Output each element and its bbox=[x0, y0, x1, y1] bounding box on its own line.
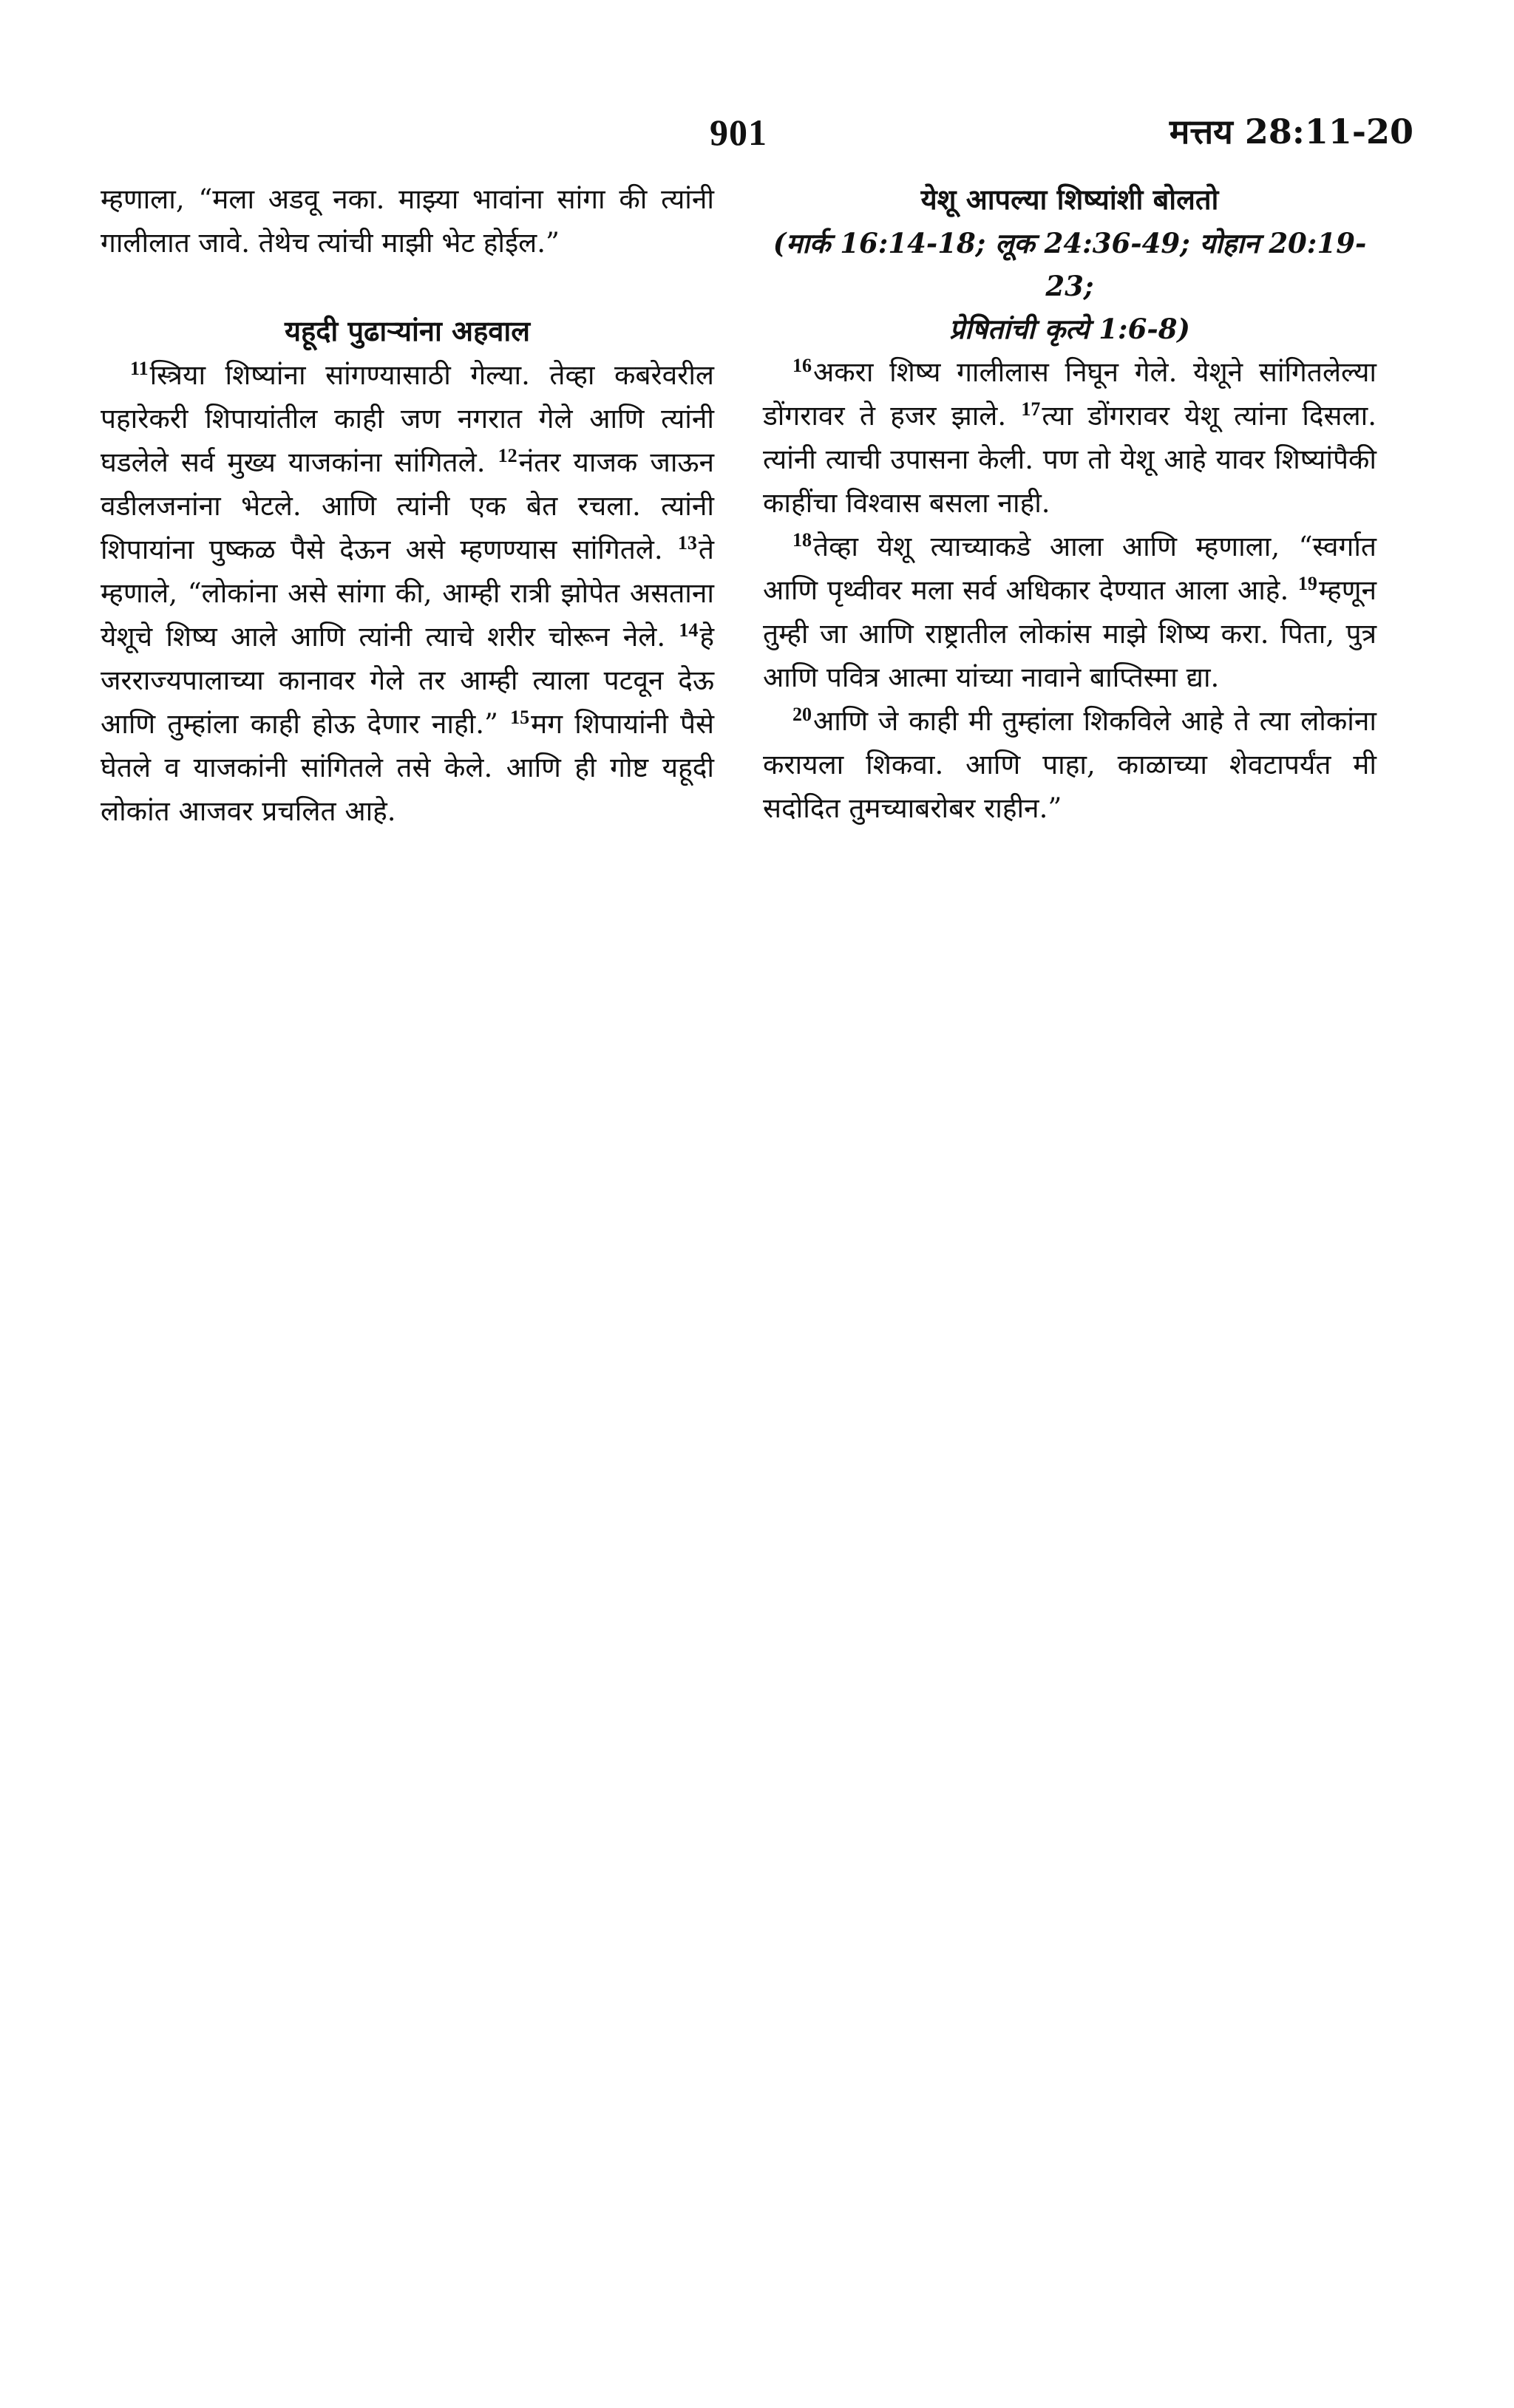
verse-text: ते म्हणाले, “लोकांना असे सांगा की, आम्ही रात्री झोपेत असताना येशूचे शिष्य आले आणि त्यांनी त्याचे शरीर चोरून नेले. bbox=[101, 534, 714, 653]
verse-text: म्हणून तुम्ही जा आणि राष्ट्रातील लोकांस माझे शिष्य करा. पिता, पुत्र आणि पवित्र आत्मा यांच्या नावाने बाप्तिस्मा द्या. bbox=[763, 574, 1376, 693]
right-column bbox=[763, 177, 1376, 830]
verse-number: 15 bbox=[510, 706, 530, 728]
verse-text: त्या डोंगरावर येशू त्यांना दिसला. त्यांनी त्याची उपासना केली. पण तो येशू आहे यावर शिष्यांपैकी काहींचा विश्वास बसला नाही. bbox=[763, 400, 1376, 519]
verse-number: 17 bbox=[1021, 398, 1041, 420]
paragraph-verses-16-17 bbox=[763, 350, 1376, 525]
verse-number: 16 bbox=[792, 354, 812, 376]
verse-text: स्त्रिया शिष्यांना सांगण्यासाठी गेल्या. तेव्हा कबरेवरील पहारेकरी शिपायांतील काही जण नगरात गेले आणि त्यांनी घडलेले सर्व मुख्य याजकांना सांगितले. bbox=[101, 359, 714, 478]
continuation-text: म्हणाला, “मला अडवू नका. माझ्या भावांना सांगा की त्यांनी गालीलात जावे. तेथेच त्यांची माझी भेट होईल.” bbox=[101, 183, 714, 259]
page-number: 901 bbox=[710, 112, 767, 153]
verse-text: अकरा शिष्य गालीलास निघून गेले. येशूने सांगितलेल्या डोंगरावर ते हजर झाले. bbox=[763, 356, 1376, 432]
paragraph-verses-11-15 bbox=[101, 353, 714, 833]
verse-number: 11 bbox=[130, 357, 149, 379]
cross-references-line-2: प्रेषितांची कृत्ये 1:6-8) bbox=[949, 313, 1190, 345]
section-heading-report: यहूदी पुढाऱ्यांना अहवाल bbox=[284, 314, 531, 347]
paragraph-verse-20 bbox=[763, 699, 1376, 830]
running-header: मत्तय 28:11-20 bbox=[1169, 112, 1413, 152]
verse-text: हे जरराज्यपालाच्या कानावर गेले तर आम्ही त्याला पटवून देऊ आणि तुम्हांला काही होऊ देणार नाही.” bbox=[101, 621, 714, 740]
verse-text: तेव्हा येशू त्याच्याकडे आला आणि म्हणाला, “स्वर्गात आणि पृथ्वीवर मला सर्व अधिकार देण्यात आला आहे. bbox=[763, 531, 1376, 606]
verse-text: नंतर याजक जाऊन वडीलजनांना भेटले. आणि त्यांनी एक बेत रचला. त्यांनी शिपायांना पुष्कळ पैसे देऊन असे म्हणण्यास सांगितले. bbox=[101, 446, 715, 565]
section-heading-great-commission: येशू आपल्या शिष्यांशी बोलतो bbox=[920, 183, 1219, 216]
verse-text: मग शिपायांनी पैसे घेतले व याजकांनी सांगितले तसे केले. आणि ही गोष्ट यहूदी लोकांत आजवर प्रचलित आहे. bbox=[101, 708, 714, 827]
verse-number: 12 bbox=[498, 444, 517, 466]
verse-number: 19 bbox=[1297, 572, 1317, 594]
verse-number: 13 bbox=[677, 531, 697, 554]
left-column bbox=[101, 177, 714, 833]
verse-text: आणि जे काही मी तुम्हांला शिकविले आहे ते त्या लोकांना करायला शिकवा. आणि पाहा, काळाच्या शेवटापर्यंत मी सदोदित तुमच्याबरोबर राहीन.” bbox=[763, 705, 1376, 824]
verse-number: 18 bbox=[792, 528, 812, 551]
verse-number: 14 bbox=[679, 619, 699, 641]
paragraph-verses-18-19 bbox=[763, 525, 1376, 699]
cross-references-line-1: (मार्क 16:14-18; लूक 24:36-49; योहान 20:19-23; bbox=[773, 227, 1367, 302]
verse-number: 20 bbox=[792, 703, 812, 725]
